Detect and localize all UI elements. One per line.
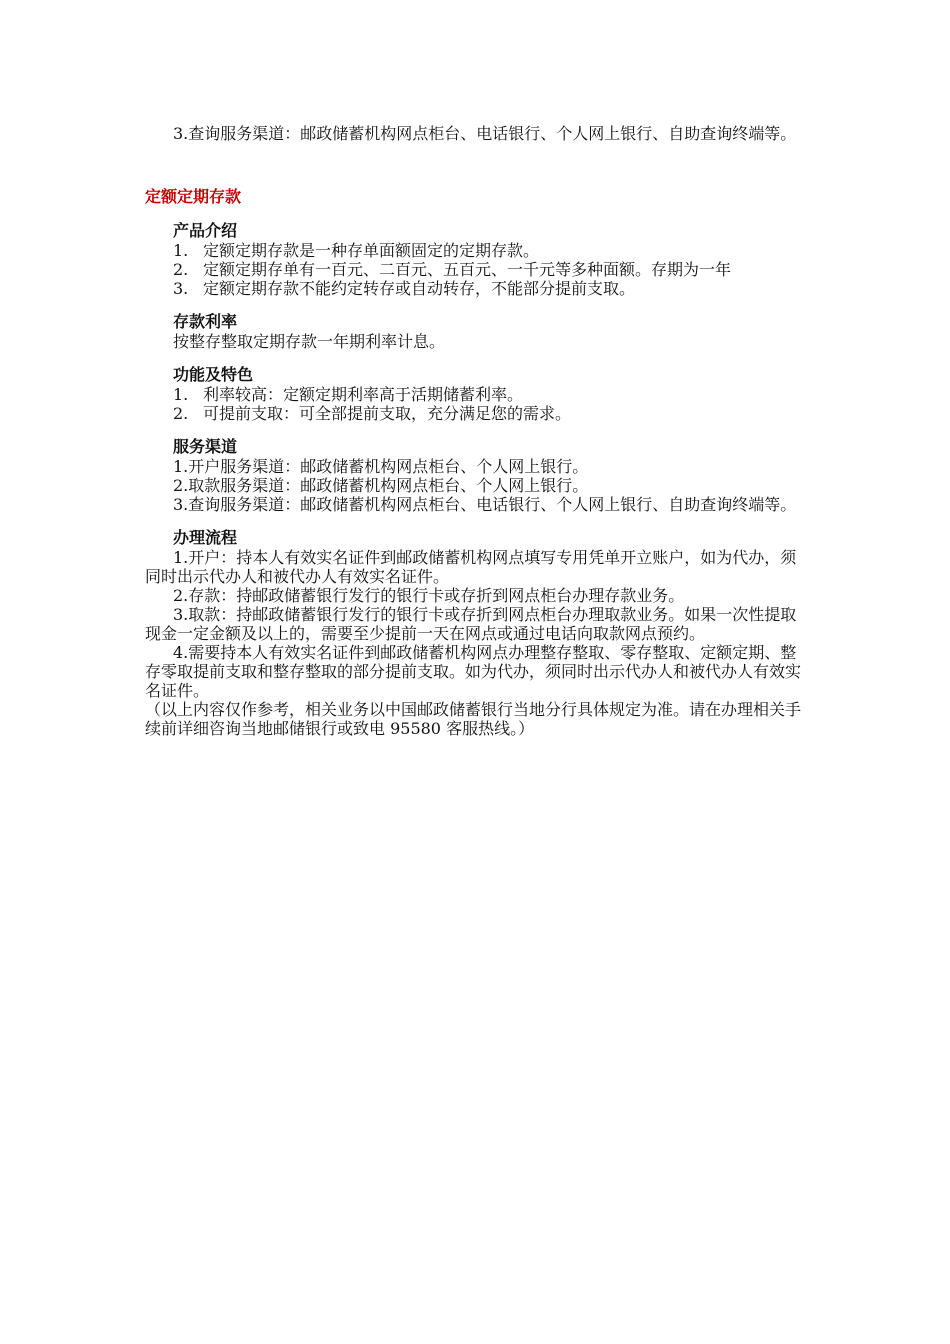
- intro-item-text: 定额定期存款不能约定转存或自动转存，不能部分提前支取。: [203, 279, 636, 298]
- section-title: 定额定期存款: [145, 187, 242, 206]
- channels-section: [145, 437, 809, 514]
- top-query-channel-item: 3.查询服务渠道：邮政储蓄机构网点柜台、电话银行、个人网上银行、自助查询终端等。: [173, 124, 797, 143]
- features-item-num: 2.: [173, 404, 189, 423]
- intro-item-num: 3.: [173, 279, 189, 298]
- features-heading: 功能及特色: [173, 365, 254, 384]
- channels-heading: 服务渠道: [173, 437, 238, 456]
- rate-section: [145, 312, 809, 351]
- intro-section: [145, 221, 809, 298]
- intro-item-text: 定额定期存款是一种存单面额固定的定期存款。: [203, 241, 540, 260]
- features-item-text: 利率较高：定额定期利率高于活期储蓄利率。: [203, 385, 524, 404]
- process-section: [145, 528, 809, 738]
- process-item: 2.存款：持邮政储蓄银行发行的银行卡或存折到网点柜台办理存款业务。: [173, 586, 685, 605]
- channels-item: 2.取款服务渠道：邮政储蓄机构网点柜台、个人网上银行。: [173, 476, 589, 495]
- intro-item: [145, 260, 809, 279]
- channels-item: 1.开户服务渠道：邮政储蓄机构网点柜台、个人网上银行。: [173, 457, 589, 476]
- intro-item: [145, 279, 809, 298]
- intro-item-num: 1.: [173, 241, 189, 260]
- intro-item: [145, 241, 809, 260]
- document-page: [145, 124, 809, 738]
- process-item: 4.需要持本人有效实名证件到邮政储蓄机构网点办理整存整取、零存整取、定额定期、整存零取提前支取和整存整取的部分提前支取。如为代办，须同时出示代办人和被代办人有效实名证件。: [145, 643, 802, 700]
- features-item: [145, 385, 809, 404]
- rate-heading: 存款利率: [173, 312, 238, 331]
- process-note: （以上内容仅作参考，相关业务以中国邮政储蓄银行当地分行具体规定为准。请在办理相关手续前详细咨询当地邮储银行或致电 95580 客服热线。）: [145, 700, 802, 738]
- features-section: [145, 365, 809, 423]
- features-item-num: 1.: [173, 385, 189, 404]
- intro-item-num: 2.: [173, 260, 189, 279]
- channels-item: 3.查询服务渠道：邮政储蓄机构网点柜台、电话银行、个人网上银行、自助查询终端等。: [173, 495, 797, 514]
- intro-heading: 产品介绍: [173, 221, 238, 240]
- process-heading: 办理流程: [173, 528, 238, 547]
- process-item: 1.开户：持本人有效实名证件到邮政储蓄机构网点填写专用凭单开立账户，如为代办，须同时出示代办人和被代办人有效实名证件。: [145, 548, 797, 586]
- features-item: [145, 404, 809, 423]
- features-item-text: 可提前支取：可全部提前支取，充分满足您的需求。: [203, 404, 572, 423]
- intro-item-text: 定额定期存单有一百元、二百元、五百元、一千元等多种面额。存期为一年: [203, 260, 732, 279]
- process-item: 3.取款：持邮政储蓄银行发行的银行卡或存折到网点柜台办理取款业务。如果一次性提取现金一定金额及以上的，需要至少提前一天在网点或通过电话向取款网点预约。: [145, 605, 797, 643]
- rate-text: 按整存整取定期存款一年期利率计息。: [173, 332, 446, 351]
